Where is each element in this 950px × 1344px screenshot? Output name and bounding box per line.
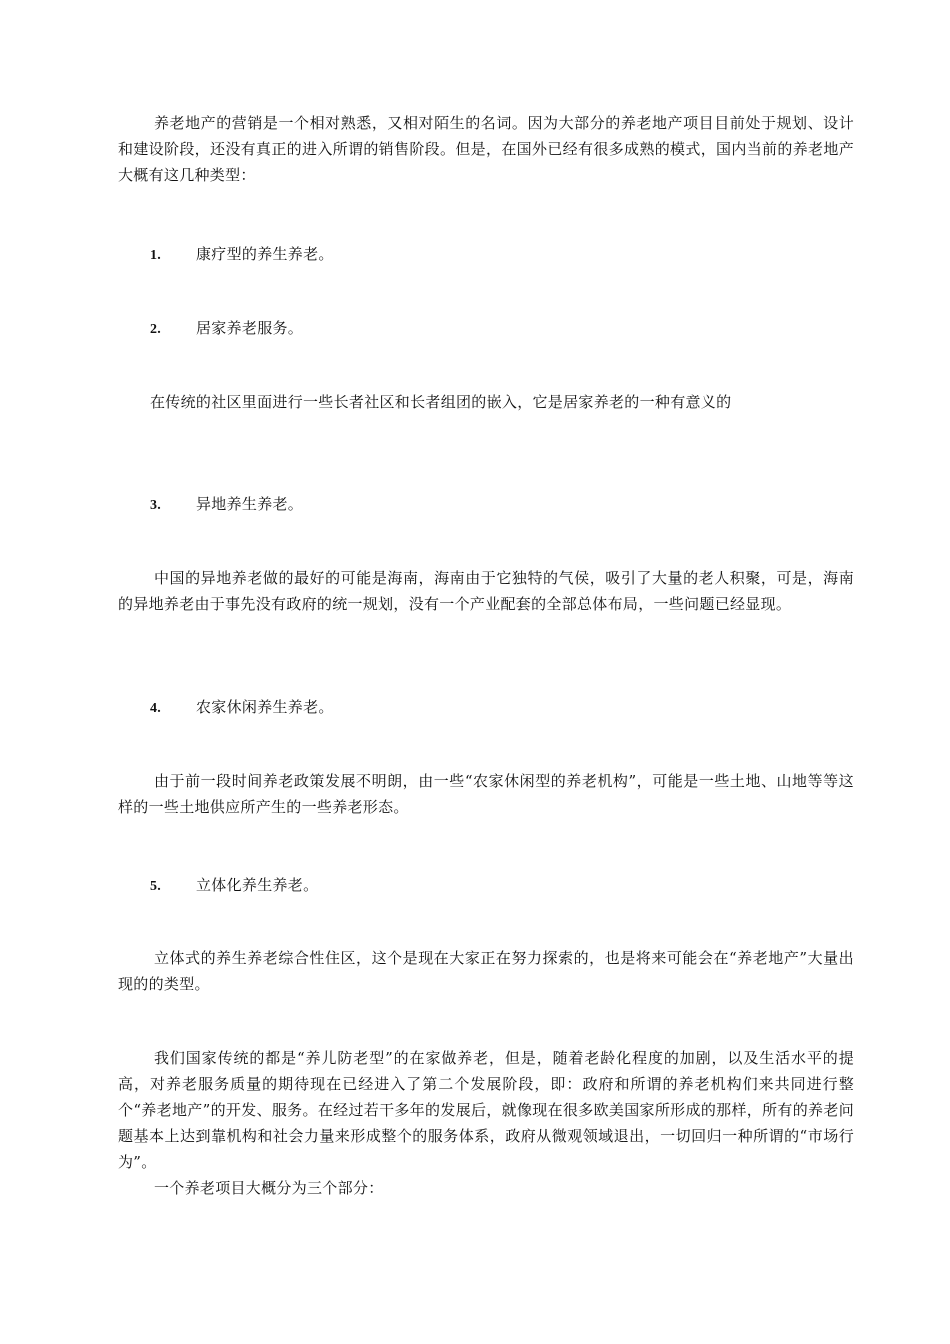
- list-item-3-description: 中国的异地养老做的最好的可能是海南，海南由于它独特的气侯，吸引了大量的老人积聚，可是，海南的异地养老由于事先没有政府的统一规划，没有一个产业配套的全部总体布局，一些问题已经显现。: [118, 569, 854, 613]
- list-item-2-description: 在传统的社区里面进行一些长者社区和长者组团的嵌入，它是居家养老的一种有意义的: [150, 393, 732, 411]
- list-item-5: [150, 872, 318, 900]
- list-item-5-number: 5.: [150, 879, 162, 894]
- list-item-4-description: 由于前一段时间养老政策发展不明朗，由一些“农家休闲型的养老机构”，可能是一些土地、山地等等这样的一些土地供应所产生的一些养老形态。: [118, 772, 854, 816]
- intro-paragraph: 养老地产的营销是一个相对熟悉，又相对陌生的名词。因为大部分的养老地产项目目前处于规划、设计和建设阶段，还没有真正的进入所谓的销售阶段。但是，在国外已经有很多成熟的模式，国内当前的养老地产大概有这几种类型：: [118, 114, 854, 184]
- list-item-1: [150, 241, 334, 269]
- list-item-5-description: 立体式的养生养老综合性住区，这个是现在大家正在努力探索的，也是将来可能会在“养老地产”大量出现的的类型。: [118, 949, 854, 993]
- list-item-3-title: 异地养生养老。: [196, 495, 304, 513]
- list-item-4-number: 4.: [150, 701, 162, 716]
- list-item-3: [150, 491, 303, 519]
- list-item-1-number: 1.: [150, 248, 162, 263]
- list-item-2-number: 2.: [150, 322, 162, 337]
- list-item-4: [150, 694, 334, 722]
- closing-paragraph: 我们国家传统的都是“养儿防老型”的在家做养老，但是，随着老龄化程度的加剧，以及生活水平的提高，对养老服务质量的期待现在已经进入了第二个发展阶段，即：政府和所谓的养老机构们来共同进行整个“养老地产”的开发、服务。在经过若干多年的发展后，就像现在很多欧美国家所形成的那样，所有的养老问题基本上达到靠机构和社会力量来形成整个的服务体系，政府从微观领域退出，一切回归一种所谓的“市场行为”。: [118, 1049, 854, 1171]
- list-item-5-title: 立体化养生养老。: [196, 876, 319, 894]
- list-item-2-title: 居家养老服务。: [196, 319, 304, 337]
- list-item-2: [150, 315, 303, 343]
- list-item-4-title: 农家休闲养生养老。: [196, 698, 334, 716]
- list-item-1-title: 康疗型的养生养老。: [196, 245, 334, 263]
- final-paragraph: 一个养老项目大概分为三个部分：: [154, 1179, 384, 1197]
- list-item-3-number: 3.: [150, 498, 162, 513]
